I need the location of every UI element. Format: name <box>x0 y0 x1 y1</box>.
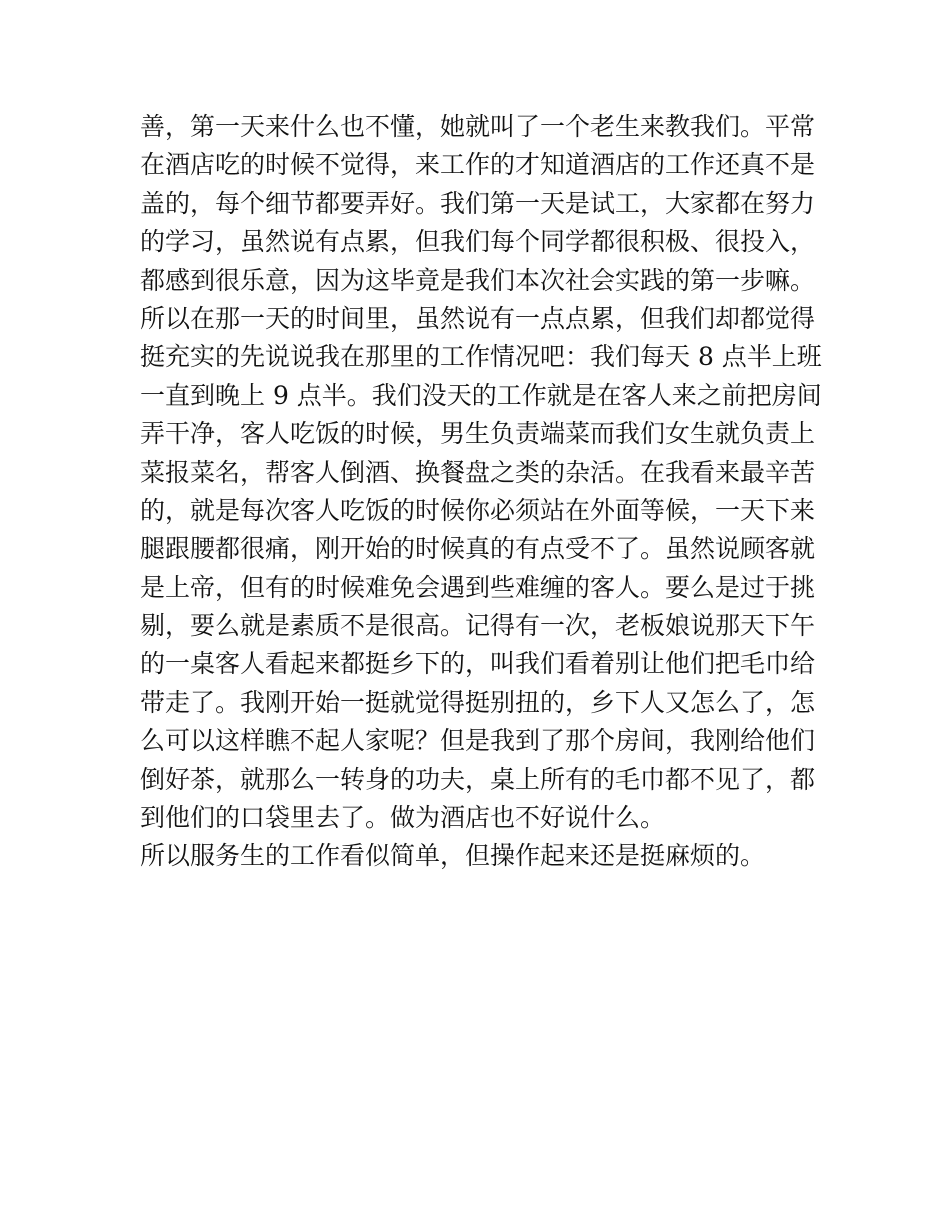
text-line: 都感到很乐意，因为这毕竟是我们本次社会实践的第一步嘛。 <box>140 265 816 295</box>
text-line: 的一桌客人看起来都挺乡下的，叫我们看着别让他们把毛巾给 <box>140 649 816 679</box>
text-line: 善，第一天来什么也不懂，她就叫了一个老生来教我们。平常 <box>140 112 816 141</box>
body-text <box>140 108 820 876</box>
text-line: 所以服务生的工作看似简单，但操作起来还是挺麻烦的。 <box>140 841 766 871</box>
text-line: 到他们的口袋里去了。做为酒店也不好说什么。 <box>140 803 666 833</box>
text-line: 所以在那一天的时间里，虽然说有一点点累，但我们却都觉得 <box>140 303 816 333</box>
text-line: 倒好茶，就那么一转身的功夫，桌上所有的毛巾都不见了，都 <box>140 764 816 794</box>
text-line: 挺充实的先说说我在那里的工作情况吧：我们每天 8 点半上班 <box>140 342 822 372</box>
text-line: 一直到晚上 9 点半。我们没天的工作就是在客人来之前把房间 <box>140 380 822 410</box>
text-line: 腿跟腰都很痛，刚开始的时候真的有点受不了。虽然说顾客就 <box>140 534 816 564</box>
text-line: 弄干净，客人吃饭的时候，男生负责端菜而我们女生就负责上 <box>140 419 816 449</box>
text-line: 的，就是每次客人吃饭的时候你必须站在外面等候，一天下来 <box>140 495 816 525</box>
text-line: 的学习，虽然说有点累，但我们每个同学都很积极、很投入， <box>140 227 816 257</box>
text-line: 菜报菜名，帮客人倒酒、换餐盘之类的杂活。在我看来最辛苦 <box>140 457 816 487</box>
text-line: 剔，要么就是素质不是很高。记得有一次，老板娘说那天下午 <box>140 611 816 641</box>
text-line: 在酒店吃的时候不觉得，来工作的才知道酒店的工作还真不是 <box>140 150 816 180</box>
text-line: 是上帝，但有的时候难免会遇到些难缠的客人。要么是过于挑 <box>140 572 816 602</box>
text-line: 么可以这样瞧不起人家呢？但是我到了那个房间，我刚给他们 <box>140 726 816 756</box>
text-line: 带走了。我刚开始一挺就觉得挺别扭的，乡下人又怎么了，怎 <box>140 687 816 717</box>
text-line: 盖的，每个细节都要弄好。我们第一天是试工，大家都在努力 <box>140 188 816 218</box>
